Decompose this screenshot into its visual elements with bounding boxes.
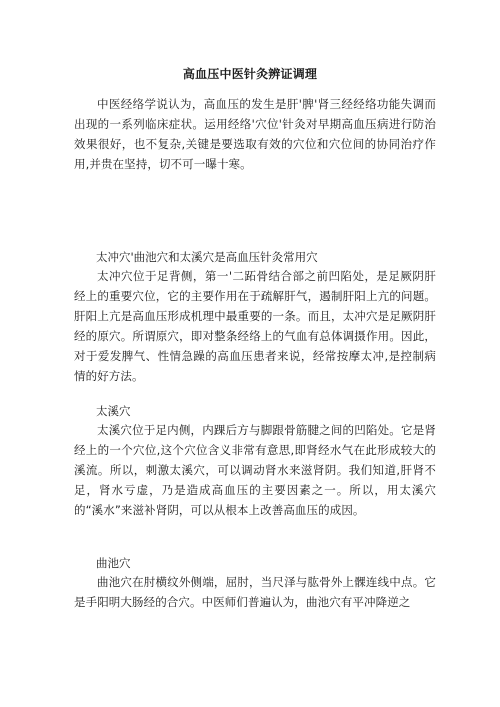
quchi-heading: 曲池穴: [96, 556, 131, 570]
taichong-paragraph: 太冲穴位于足背侧，第一'二跖骨结合部之前凹陷处，是足厥阴肝经上的重要穴位，它的主要作用在于疏解肝气，遏制肝阳上亢的问题。肝阳上亢是高血压形成机理中最重要的一条。而且，太冲穴是足厥阴肝经的原穴。所谓原穴，即对整条经络上的气血有总体调摄作用。因此，对于爱发脾气、性情急躁的高血压患者来说，经常按摩太冲,是控制病情的好方法。: [74, 269, 436, 383]
taixi-paragraph: 太溪穴位于足内侧，内踝后方与脚跟骨筋腱之间的凹陷处。它是肾经上的一个穴位,这个穴位含义非常有意思,即肾经水气在此形成较大的溪流。所以，刺激太溪穴，可以调动肾水来滋肾阴。我们知道,肝肾不足，肾水亏虚，乃是造成高血压的主要因素之一。所以，用太溪穴的“溪水”来滋补肾阴，可以从根本上改善高血压的成因。: [74, 423, 436, 517]
quchi-paragraph: 曲池穴在肘横纹外侧端，屈肘，当尺泽与肱骨外上髁连线中点。它是手阳明大肠经的合穴。中医师们普遍认为，曲池穴有平冲降逆之: [74, 575, 436, 609]
section-heading: 太冲穴'曲池穴和太溪穴是高血压针灸常用穴: [96, 250, 318, 264]
document-title: 高血压中医针灸辨证调理: [182, 67, 318, 81]
intro-paragraph: 中医经络学说认为，高血压的发生是肝'脾'肾三经经络功能失调而出现的一系列临床症状。运用经络'穴位'针灸对早期高血压病进行防治效果很好，也不复杂,关键是要选取有效的穴位和穴位间的协同治疗作用,并贵在坚持，切不可一曝十寒。: [74, 97, 436, 171]
taixi-heading: 太溪穴: [96, 404, 131, 418]
